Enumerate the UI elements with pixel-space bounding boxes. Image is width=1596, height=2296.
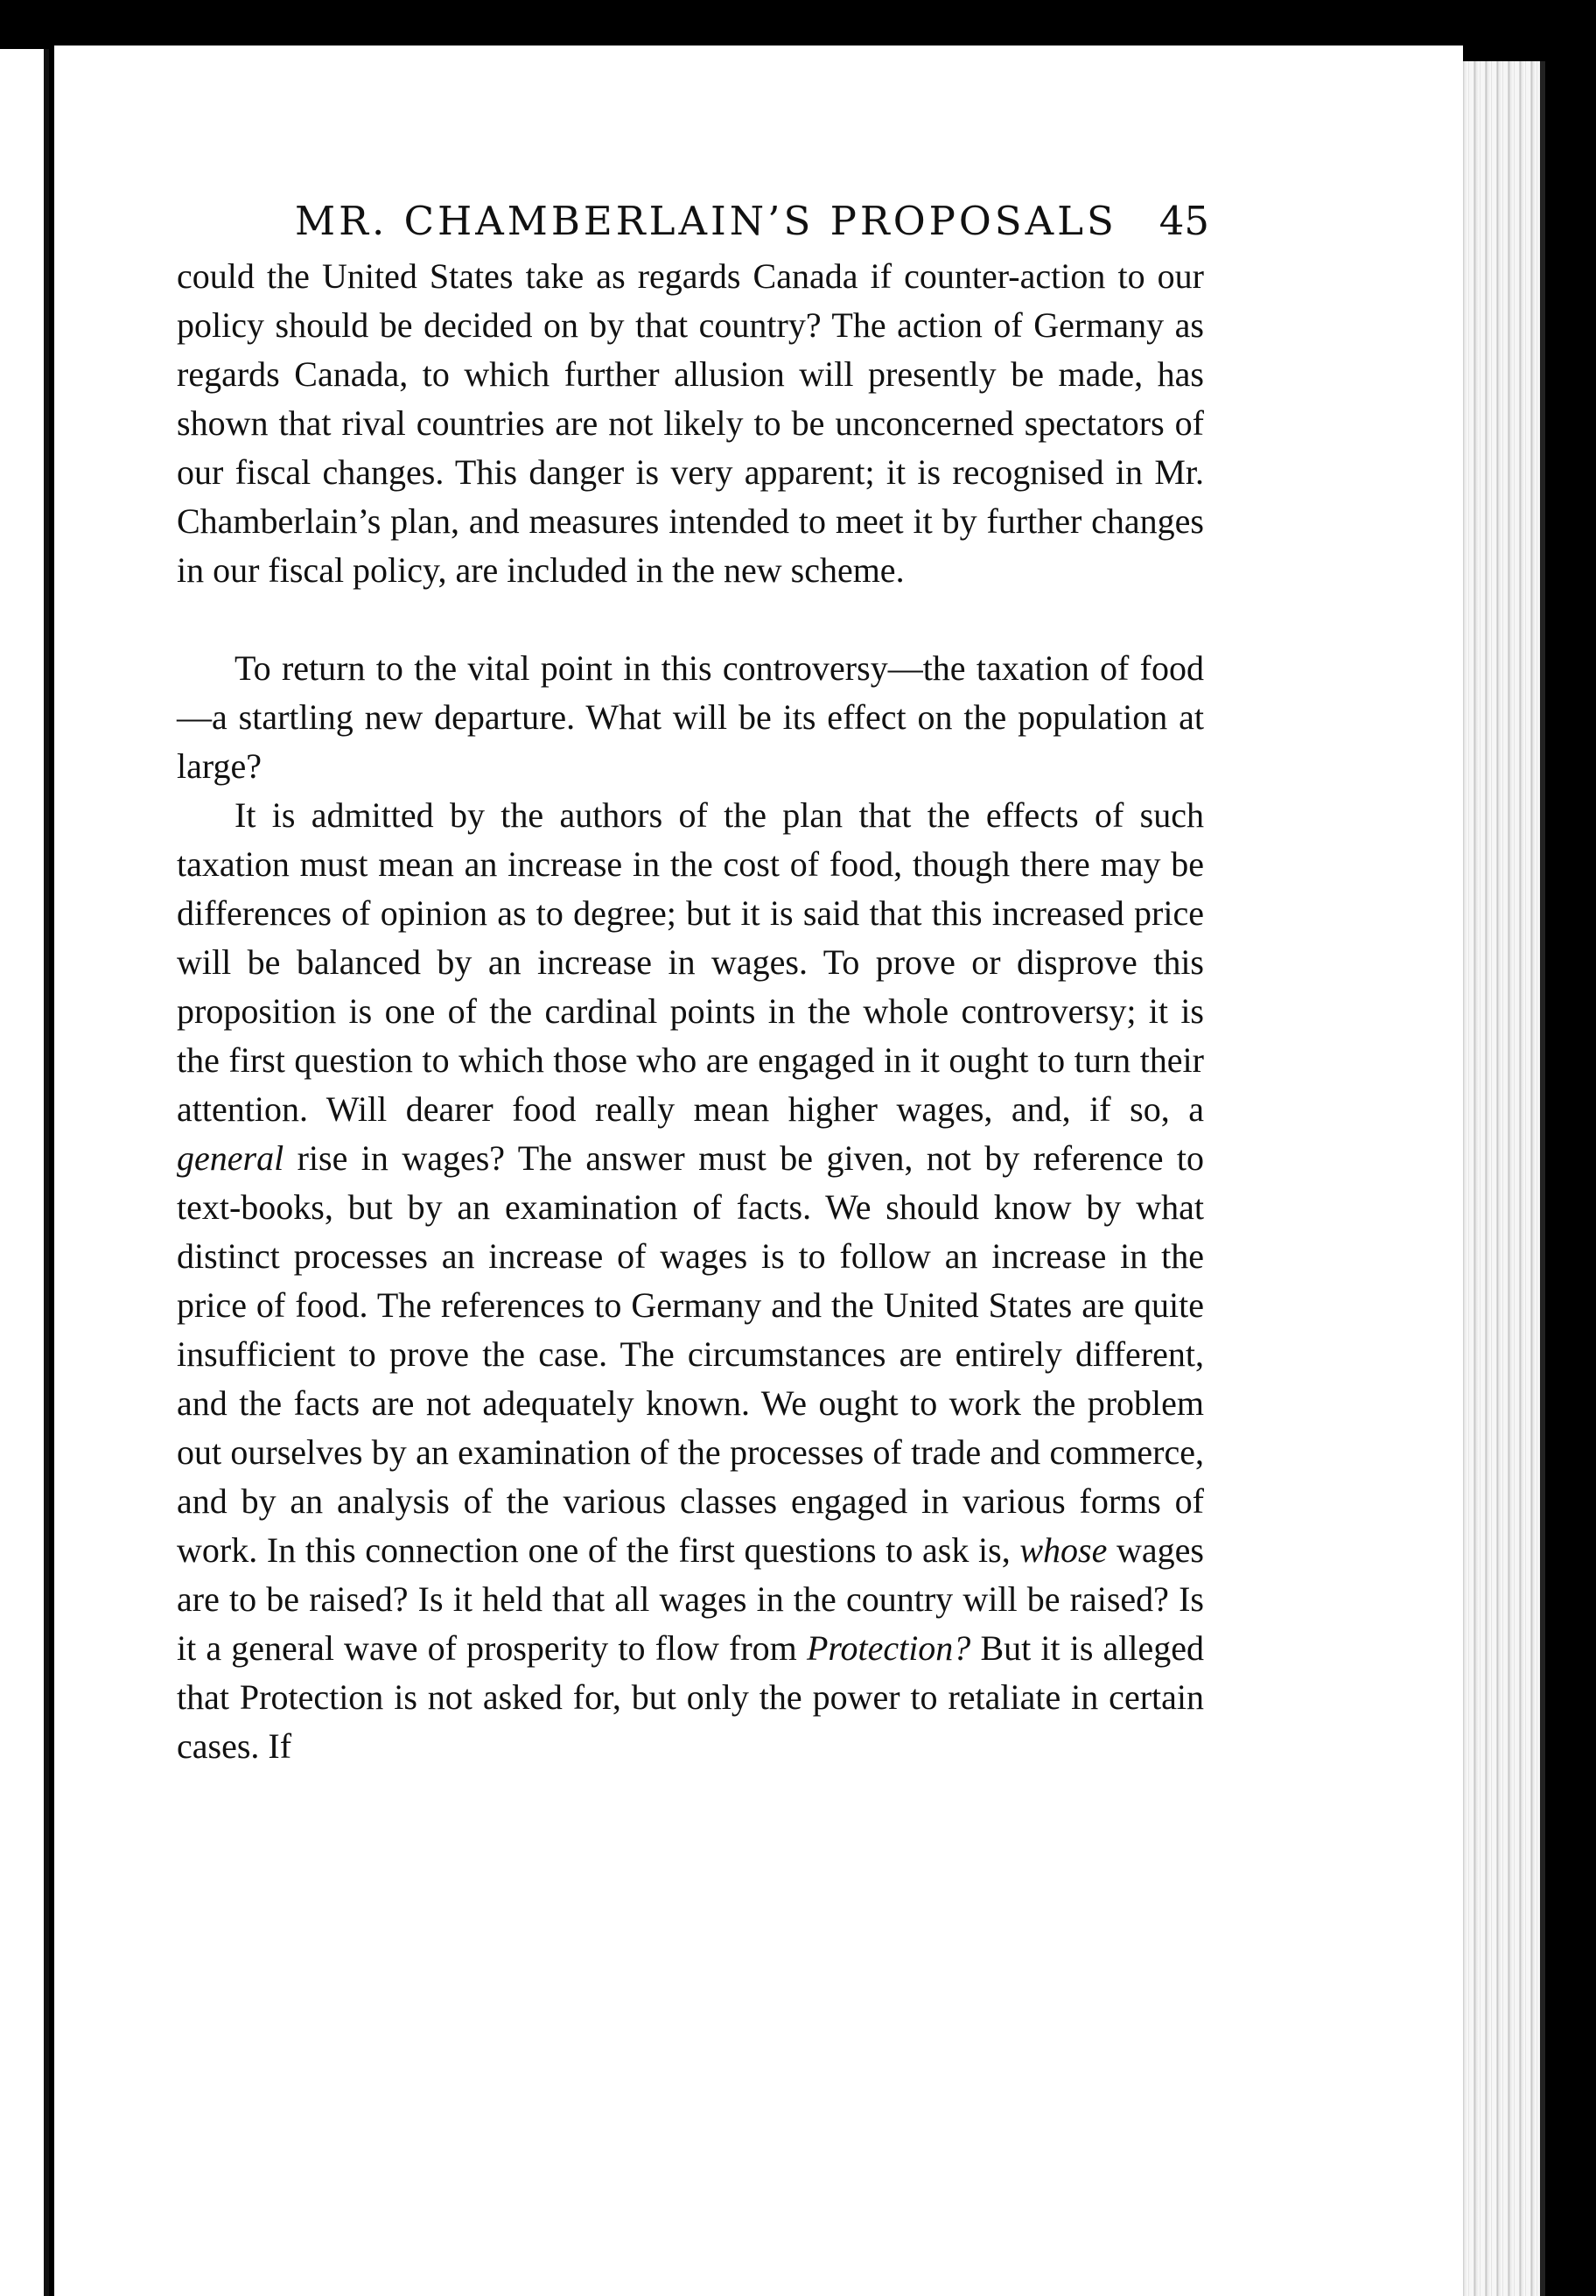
text-segment: It is admitted by the authors of the plan that the effects of such taxation must mean an increase in the cost of food, though there may be differences of opinion as to degree; but it is said that this increased price will be balanced by an increase in wages. To prove or disprove this proposition is one of the cardinal points in the whole controversy; it is the first question to which those who are engaged in it ought to turn their attention. Will dearer food really mean higher wages, and, if so, a [177, 795, 1204, 1129]
page-number: 45 [1158, 198, 1209, 244]
paragraph [177, 252, 1204, 595]
text-segment: To return to the vital point in this controversy—the taxation of food—a startling new departure. What will be its effect on the population at large? [177, 648, 1204, 786]
text-segment: wages are to be raised? Is it held that all wages in the country will be raised? Is it a general wave of prosperity to flow from [177, 1530, 1204, 1668]
body-text [177, 252, 1204, 1771]
text-segment: rise in wages? The answer must be given, not by reference to text-books, but by an examination of facts. We should know by what distinct processes an increase of wages is to follow an increase in the price of food. The references to Germany and the United States are quite insufficient to prove the case. The circumstances are entirely different, and the facts are not adequately known. We ought to work the problem out ourselves by an examination of the processes of trade and commerce, and by an analysis of the various classes engaged in various forms of work. In this connection one of the first questions to ask is, [177, 1138, 1204, 1570]
italic-text-segment: general [177, 1138, 284, 1178]
paragraph [177, 791, 1204, 1771]
paragraph [177, 644, 1204, 791]
italic-text-segment: whose [1019, 1530, 1108, 1570]
page-header [295, 191, 1209, 252]
running-head: MR. CHAMBERLAIN’S PROPOSALS [295, 198, 1117, 244]
text-segment: could the United States take as regards Canada if counter-action to our policy should be decided on by that country? The action of Germany as regards Canada, to which further allusion will presently be made, has shown that rival countries are not likely to be unconcerned spectators of our fiscal changes. This danger is very apparent; it is recognised in Mr. Chamberlain’s plan, and measures intended to meet it by further changes in our fiscal policy, are included in the new scheme. [177, 256, 1204, 590]
facing-page-edge [0, 49, 49, 2296]
italic-text-segment: Protection? [806, 1628, 971, 1668]
text-segment: But it is alleged that Protection is not asked for, but only the power to retaliate in certain cases. If [177, 1628, 1205, 1766]
